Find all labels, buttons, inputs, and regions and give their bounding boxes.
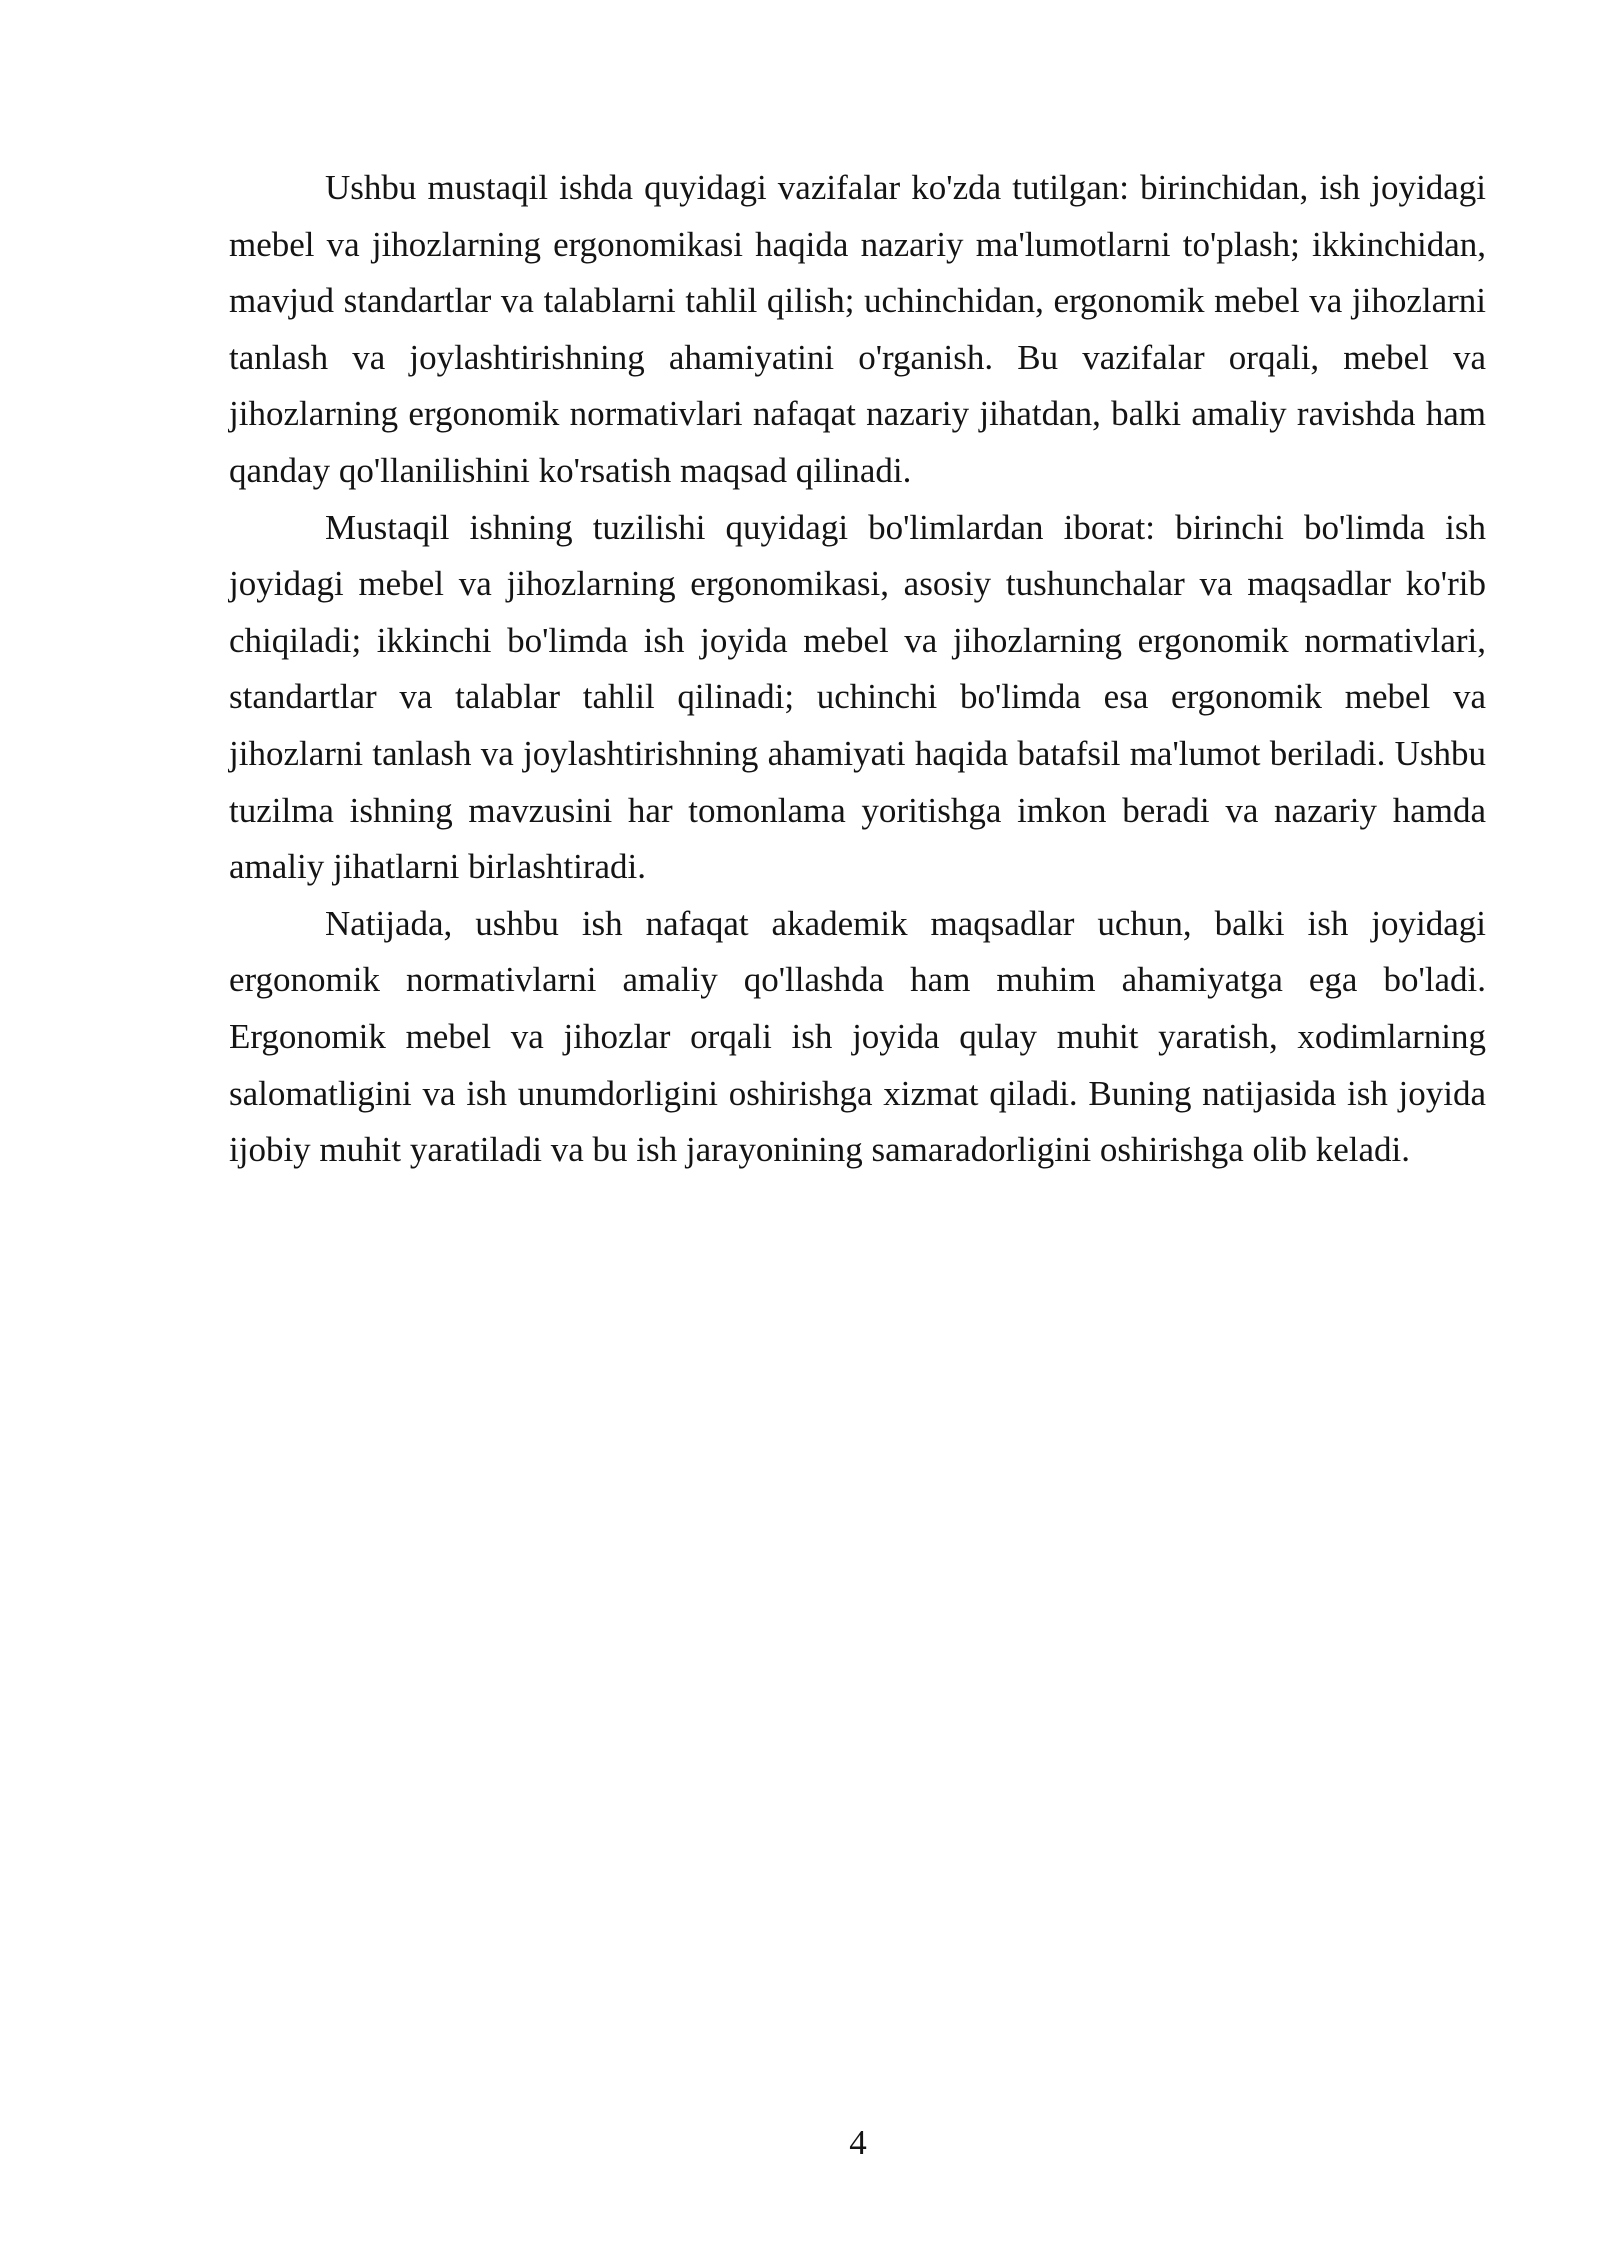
paragraph-structure: Mustaqil ishning tuzilishi quyidagi bo'limlardan iborat: birinchi bo'limda ish joyidagi mebel va jihozlarning ergonomikasi, asosiy tushunchalar va maqsadlar ko'rib chiqiladi; ikkinchi bo'limda ish joyida mebel va jihozlarning ergonomik normativlari, standartlar va talablar tahlil qilinadi; uchinchi bo'limda esa ergonomik mebel va jihozlarni tanlash va joylashtirishning ahamiyati haqida batafsil ma'lumot beriladi. Ushbu tuzilma ishning mavzusini har tomonlama yoritishga imkon beradi va nazariy hamda amaliy jihatlarni birlashtiradi.: [229, 507, 1486, 887]
paragraph-tasks: Ushbu mustaqil ishda quyidagi vazifalar ko'zda tutilgan: birinchidan, ish joyidagi mebel va jihozlarning ergonomikasi haqida nazariy ma'lumotlarni to'plash; ikkinchidan, mavjud standartlar va talablarni tahlil qilish; uchinchidan, ergonomik mebel va jihozlarni tanlash va joylashtirishning ahamiyatini o'rganish. Bu vazifalar orqali, mebel va jihozlarning ergonomik normativlari nafaqat nazariy jihatdan, balki amaliy ravishda ham qanday qo'llanilishini ko'rsatish maqsad qilinadi.: [229, 168, 1486, 490]
body-text: [229, 160, 1486, 1179]
page-number: 4: [849, 2123, 867, 2162]
paragraph-conclusion: Natijada, ushbu ish nafaqat akademik maqsadlar uchun, balki ish joyidagi ergonomik normativlarni amaliy qo'llashda ham muhim ahamiyatga ega bo'ladi. Ergonomik mebel va jihozlar orqali ish joyida qulay muhit yaratish, xodimlarning salomatligini va ish unumdorligini oshirishga xizmat qiladi. Buning natijasida ish joyida ijobiy muhit yaratiladi va bu ish jarayonining samaradorligini oshirishga olib keladi.: [229, 903, 1486, 1170]
